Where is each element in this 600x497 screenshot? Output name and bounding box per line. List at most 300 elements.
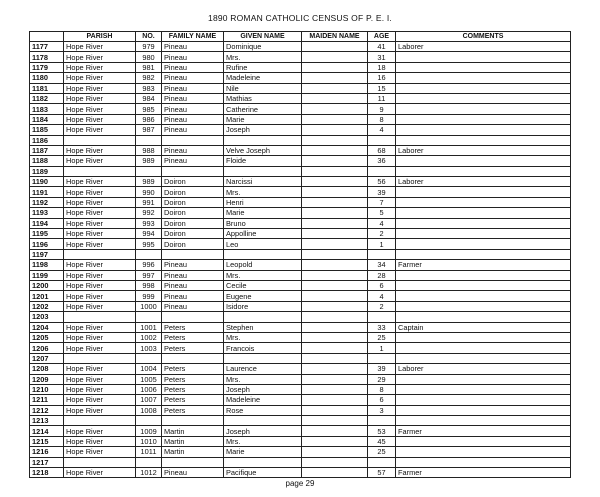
age-cell: 3: [368, 405, 396, 415]
given-name-cell: Catherine: [224, 104, 302, 114]
given-name-cell: Madeleine: [224, 395, 302, 405]
comments-cell: [396, 93, 571, 103]
page-number: page 29: [285, 479, 315, 488]
number-cell: 997: [136, 270, 162, 280]
age-cell: 56: [368, 177, 396, 187]
comments-cell: [396, 405, 571, 415]
row-number: 1215: [30, 436, 64, 446]
family-name-cell: Doiron: [162, 218, 224, 228]
family-name-cell: [162, 166, 224, 176]
comments-cell: [396, 374, 571, 384]
table-row: [30, 374, 571, 384]
table-row: [30, 42, 571, 52]
row-number: 1185: [30, 125, 64, 135]
parish-cell: Hope River: [64, 187, 136, 197]
given-name-cell: Rose: [224, 405, 302, 415]
table-row: [30, 384, 571, 394]
number-cell: 981: [136, 62, 162, 72]
table-row: [30, 249, 571, 259]
family-name-cell: Peters: [162, 405, 224, 415]
comments-cell: [396, 125, 571, 135]
number-cell: 987: [136, 125, 162, 135]
maiden-name-cell: [302, 166, 368, 176]
comments-cell: [396, 384, 571, 394]
table-row: [30, 62, 571, 72]
table-row: [30, 312, 571, 322]
given-name-cell: Nile: [224, 83, 302, 93]
age-cell: 4: [368, 291, 396, 301]
maiden-name-cell: [302, 301, 368, 311]
maiden-name-cell: [302, 239, 368, 249]
family-name-cell: Pineau: [162, 104, 224, 114]
comments-cell: Laborer: [396, 42, 571, 52]
family-name-cell: [162, 457, 224, 467]
parish-cell: Hope River: [64, 218, 136, 228]
age-cell: 16: [368, 73, 396, 83]
maiden-name-cell: [302, 353, 368, 363]
column-header-given-name: GIVEN NAME: [224, 32, 302, 42]
age-cell: 6: [368, 280, 396, 290]
row-number: 1198: [30, 260, 64, 270]
maiden-name-cell: [302, 374, 368, 384]
age-cell: 6: [368, 395, 396, 405]
parish-cell: Hope River: [64, 229, 136, 239]
table-row: [30, 83, 571, 93]
family-name-cell: Pineau: [162, 301, 224, 311]
number-cell: 1003: [136, 343, 162, 353]
maiden-name-cell: [302, 62, 368, 72]
age-cell: 8: [368, 384, 396, 394]
parish-cell: Hope River: [64, 125, 136, 135]
row-number: 1202: [30, 301, 64, 311]
parish-cell: Hope River: [64, 468, 136, 478]
number-cell: 993: [136, 218, 162, 228]
table-row: [30, 291, 571, 301]
number-cell: [136, 353, 162, 363]
age-cell: 53: [368, 426, 396, 436]
maiden-name-cell: [302, 104, 368, 114]
row-number: 1199: [30, 270, 64, 280]
maiden-name-cell: [302, 145, 368, 155]
age-cell: 41: [368, 42, 396, 52]
age-cell: 5: [368, 208, 396, 218]
table-row: [30, 436, 571, 446]
given-name-cell: [224, 249, 302, 259]
parish-cell: Hope River: [64, 270, 136, 280]
age-cell: 45: [368, 436, 396, 446]
given-name-cell: Appolline: [224, 229, 302, 239]
row-number: 1186: [30, 135, 64, 145]
row-number: 1180: [30, 73, 64, 83]
number-cell: 989: [136, 156, 162, 166]
number-cell: 994: [136, 229, 162, 239]
row-number: 1208: [30, 364, 64, 374]
parish-cell: Hope River: [64, 156, 136, 166]
age-cell: 4: [368, 218, 396, 228]
family-name-cell: Peters: [162, 374, 224, 384]
row-number: 1188: [30, 156, 64, 166]
comments-cell: [396, 208, 571, 218]
age-cell: [368, 312, 396, 322]
maiden-name-cell: [302, 405, 368, 415]
comments-cell: [396, 114, 571, 124]
comments-cell: Farmer: [396, 260, 571, 270]
number-cell: 1009: [136, 426, 162, 436]
number-cell: 1007: [136, 395, 162, 405]
given-name-cell: Joseph: [224, 384, 302, 394]
family-name-cell: Pineau: [162, 42, 224, 52]
row-number: 1216: [30, 447, 64, 457]
parish-cell: Hope River: [64, 332, 136, 342]
maiden-name-cell: [302, 343, 368, 353]
column-header-maiden-name: MAIDEN NAME: [302, 32, 368, 42]
given-name-cell: Mrs.: [224, 187, 302, 197]
family-name-cell: Pineau: [162, 62, 224, 72]
parish-cell: Hope River: [64, 301, 136, 311]
age-cell: 33: [368, 322, 396, 332]
given-name-cell: Marie: [224, 114, 302, 124]
maiden-name-cell: [302, 73, 368, 83]
maiden-name-cell: [302, 177, 368, 187]
table-row: [30, 135, 571, 145]
table-row: [30, 332, 571, 342]
row-number: 1214: [30, 426, 64, 436]
age-cell: 8: [368, 114, 396, 124]
maiden-name-cell: [302, 436, 368, 446]
maiden-name-cell: [302, 416, 368, 426]
table-row: [30, 343, 571, 353]
maiden-name-cell: [302, 208, 368, 218]
comments-cell: [396, 270, 571, 280]
comments-cell: [396, 239, 571, 249]
maiden-name-cell: [302, 197, 368, 207]
comments-cell: Farmer: [396, 426, 571, 436]
given-name-cell: Velve Joseph: [224, 145, 302, 155]
age-cell: 1: [368, 239, 396, 249]
comments-cell: [396, 187, 571, 197]
parish-cell: [64, 312, 136, 322]
family-name-cell: Doiron: [162, 197, 224, 207]
given-name-cell: [224, 353, 302, 363]
family-name-cell: Doiron: [162, 208, 224, 218]
maiden-name-cell: [302, 249, 368, 259]
row-number: 1204: [30, 322, 64, 332]
number-cell: 999: [136, 291, 162, 301]
row-number: 1190: [30, 177, 64, 187]
age-cell: 68: [368, 145, 396, 155]
table-row: [30, 114, 571, 124]
age-cell: 36: [368, 156, 396, 166]
table-row: [30, 156, 571, 166]
age-cell: [368, 416, 396, 426]
row-number: 1192: [30, 197, 64, 207]
family-name-cell: Pineau: [162, 156, 224, 166]
column-header-no: NO.: [136, 32, 162, 42]
parish-cell: Hope River: [64, 436, 136, 446]
family-name-cell: Martin: [162, 436, 224, 446]
number-cell: 1011: [136, 447, 162, 457]
parish-cell: Hope River: [64, 426, 136, 436]
age-cell: 25: [368, 332, 396, 342]
parish-cell: Hope River: [64, 343, 136, 353]
given-name-cell: Stephen: [224, 322, 302, 332]
comments-cell: [396, 301, 571, 311]
age-cell: [368, 135, 396, 145]
parish-cell: Hope River: [64, 62, 136, 72]
maiden-name-cell: [302, 156, 368, 166]
row-number: 1213: [30, 416, 64, 426]
maiden-name-cell: [302, 218, 368, 228]
family-name-cell: Martin: [162, 447, 224, 457]
table-row: [30, 187, 571, 197]
comments-cell: [396, 312, 571, 322]
family-name-cell: Doiron: [162, 177, 224, 187]
comments-cell: Laborer: [396, 145, 571, 155]
given-name-cell: Francois: [224, 343, 302, 353]
maiden-name-cell: [302, 447, 368, 457]
column-header-age: AGE: [368, 32, 396, 42]
age-cell: 28: [368, 270, 396, 280]
number-cell: 1001: [136, 322, 162, 332]
row-number: 1183: [30, 104, 64, 114]
given-name-cell: Mrs.: [224, 52, 302, 62]
comments-cell: [396, 104, 571, 114]
parish-cell: Hope River: [64, 239, 136, 249]
family-name-cell: [162, 135, 224, 145]
comments-cell: [396, 229, 571, 239]
table-row: [30, 468, 571, 478]
parish-cell: Hope River: [64, 374, 136, 384]
family-name-cell: Doiron: [162, 229, 224, 239]
parish-cell: Hope River: [64, 447, 136, 457]
number-cell: 990: [136, 187, 162, 197]
maiden-name-cell: [302, 457, 368, 467]
given-name-cell: Floide: [224, 156, 302, 166]
family-name-cell: Peters: [162, 343, 224, 353]
row-number: 1184: [30, 114, 64, 124]
table-row: [30, 208, 571, 218]
age-cell: 18: [368, 62, 396, 72]
column-header-comments: COMMENTS: [396, 32, 571, 42]
parish-cell: Hope River: [64, 145, 136, 155]
parish-cell: Hope River: [64, 384, 136, 394]
comments-cell: [396, 395, 571, 405]
table-row: [30, 229, 571, 239]
given-name-cell: Mrs.: [224, 374, 302, 384]
parish-cell: Hope River: [64, 42, 136, 52]
given-name-cell: Mrs.: [224, 332, 302, 342]
maiden-name-cell: [302, 364, 368, 374]
parish-cell: Hope River: [64, 52, 136, 62]
number-cell: 1010: [136, 436, 162, 446]
age-cell: 1: [368, 343, 396, 353]
parish-cell: [64, 353, 136, 363]
table-row: [30, 218, 571, 228]
census-table: [29, 31, 571, 478]
family-name-cell: Peters: [162, 332, 224, 342]
family-name-cell: Pineau: [162, 280, 224, 290]
row-number: 1218: [30, 468, 64, 478]
given-name-cell: [224, 416, 302, 426]
family-name-cell: Pineau: [162, 260, 224, 270]
number-cell: 982: [136, 73, 162, 83]
family-name-cell: [162, 312, 224, 322]
row-number: 1205: [30, 332, 64, 342]
comments-cell: [396, 52, 571, 62]
number-cell: [136, 312, 162, 322]
given-name-cell: [224, 312, 302, 322]
row-number: 1211: [30, 395, 64, 405]
row-number: 1212: [30, 405, 64, 415]
family-name-cell: Pineau: [162, 52, 224, 62]
maiden-name-cell: [302, 270, 368, 280]
row-number: 1177: [30, 42, 64, 52]
given-name-cell: Madeleine: [224, 73, 302, 83]
number-cell: 984: [136, 93, 162, 103]
comments-cell: [396, 343, 571, 353]
given-name-cell: Marie: [224, 447, 302, 457]
row-number: 1195: [30, 229, 64, 239]
given-name-cell: [224, 166, 302, 176]
comments-cell: [396, 62, 571, 72]
page-title: 1890 ROMAN CATHOLIC CENSUS OF P. E. I.: [208, 13, 392, 23]
number-cell: [136, 249, 162, 259]
table-row: [30, 52, 571, 62]
number-cell: 988: [136, 145, 162, 155]
family-name-cell: [162, 353, 224, 363]
parish-cell: [64, 249, 136, 259]
family-name-cell: Martin: [162, 426, 224, 436]
table-row: [30, 447, 571, 457]
row-number: 1179: [30, 62, 64, 72]
table-row: [30, 457, 571, 467]
parish-cell: Hope River: [64, 280, 136, 290]
age-cell: 9: [368, 104, 396, 114]
parish-cell: Hope River: [64, 73, 136, 83]
row-number: 1191: [30, 187, 64, 197]
comments-cell: Farmer: [396, 468, 571, 478]
given-name-cell: Dominique: [224, 42, 302, 52]
number-cell: 998: [136, 280, 162, 290]
number-cell: 1008: [136, 405, 162, 415]
table-row: [30, 280, 571, 290]
age-cell: 2: [368, 301, 396, 311]
given-name-cell: Leo: [224, 239, 302, 249]
age-cell: 7: [368, 197, 396, 207]
parish-cell: [64, 166, 136, 176]
number-cell: 986: [136, 114, 162, 124]
comments-cell: [396, 332, 571, 342]
maiden-name-cell: [302, 187, 368, 197]
row-number: 1197: [30, 249, 64, 259]
parish-cell: Hope River: [64, 83, 136, 93]
given-name-cell: Rufine: [224, 62, 302, 72]
parish-cell: Hope River: [64, 291, 136, 301]
given-name-cell: Joseph: [224, 426, 302, 436]
maiden-name-cell: [302, 395, 368, 405]
family-name-cell: Pineau: [162, 83, 224, 93]
family-name-cell: Doiron: [162, 187, 224, 197]
family-name-cell: Pineau: [162, 468, 224, 478]
table-row: [30, 416, 571, 426]
comments-cell: [396, 280, 571, 290]
age-cell: 29: [368, 374, 396, 384]
number-cell: 983: [136, 83, 162, 93]
row-number: 1181: [30, 83, 64, 93]
number-cell: 995: [136, 239, 162, 249]
family-name-cell: Pineau: [162, 291, 224, 301]
maiden-name-cell: [302, 312, 368, 322]
table-row: [30, 395, 571, 405]
age-cell: 34: [368, 260, 396, 270]
maiden-name-cell: [302, 229, 368, 239]
comments-cell: Laborer: [396, 364, 571, 374]
given-name-cell: Leopold: [224, 260, 302, 270]
parish-cell: Hope River: [64, 197, 136, 207]
number-cell: 1002: [136, 332, 162, 342]
parish-cell: [64, 416, 136, 426]
row-number: 1203: [30, 312, 64, 322]
age-cell: [368, 353, 396, 363]
maiden-name-cell: [302, 114, 368, 124]
comments-cell: [396, 197, 571, 207]
parish-cell: Hope River: [64, 364, 136, 374]
row-number: 1189: [30, 166, 64, 176]
family-name-cell: Peters: [162, 364, 224, 374]
row-number: 1182: [30, 93, 64, 103]
table-row: [30, 260, 571, 270]
maiden-name-cell: [302, 384, 368, 394]
row-number: 1217: [30, 457, 64, 467]
table-row: [30, 197, 571, 207]
parish-cell: Hope River: [64, 177, 136, 187]
given-name-cell: Mrs.: [224, 270, 302, 280]
given-name-cell: Eugene: [224, 291, 302, 301]
table-row: [30, 73, 571, 83]
maiden-name-cell: [302, 52, 368, 62]
family-name-cell: Pineau: [162, 270, 224, 280]
table-row: [30, 364, 571, 374]
comments-cell: [396, 73, 571, 83]
number-cell: 1006: [136, 384, 162, 394]
maiden-name-cell: [302, 332, 368, 342]
parish-cell: Hope River: [64, 405, 136, 415]
given-name-cell: Narcissi: [224, 177, 302, 187]
parish-cell: Hope River: [64, 208, 136, 218]
age-cell: 25: [368, 447, 396, 457]
row-number: 1193: [30, 208, 64, 218]
number-cell: 989: [136, 177, 162, 187]
number-cell: 985: [136, 104, 162, 114]
table-row: [30, 322, 571, 332]
family-name-cell: Peters: [162, 395, 224, 405]
comments-cell: [396, 218, 571, 228]
parish-cell: Hope River: [64, 395, 136, 405]
table-row: [30, 301, 571, 311]
row-number: 1194: [30, 218, 64, 228]
comments-cell: [396, 353, 571, 363]
given-name-cell: Bruno: [224, 218, 302, 228]
comments-cell: [396, 416, 571, 426]
given-name-cell: Joseph: [224, 125, 302, 135]
maiden-name-cell: [302, 291, 368, 301]
given-name-cell: Mathias: [224, 93, 302, 103]
given-name-cell: Henri: [224, 197, 302, 207]
table-row: [30, 177, 571, 187]
family-name-cell: [162, 249, 224, 259]
number-cell: 996: [136, 260, 162, 270]
parish-cell: Hope River: [64, 93, 136, 103]
